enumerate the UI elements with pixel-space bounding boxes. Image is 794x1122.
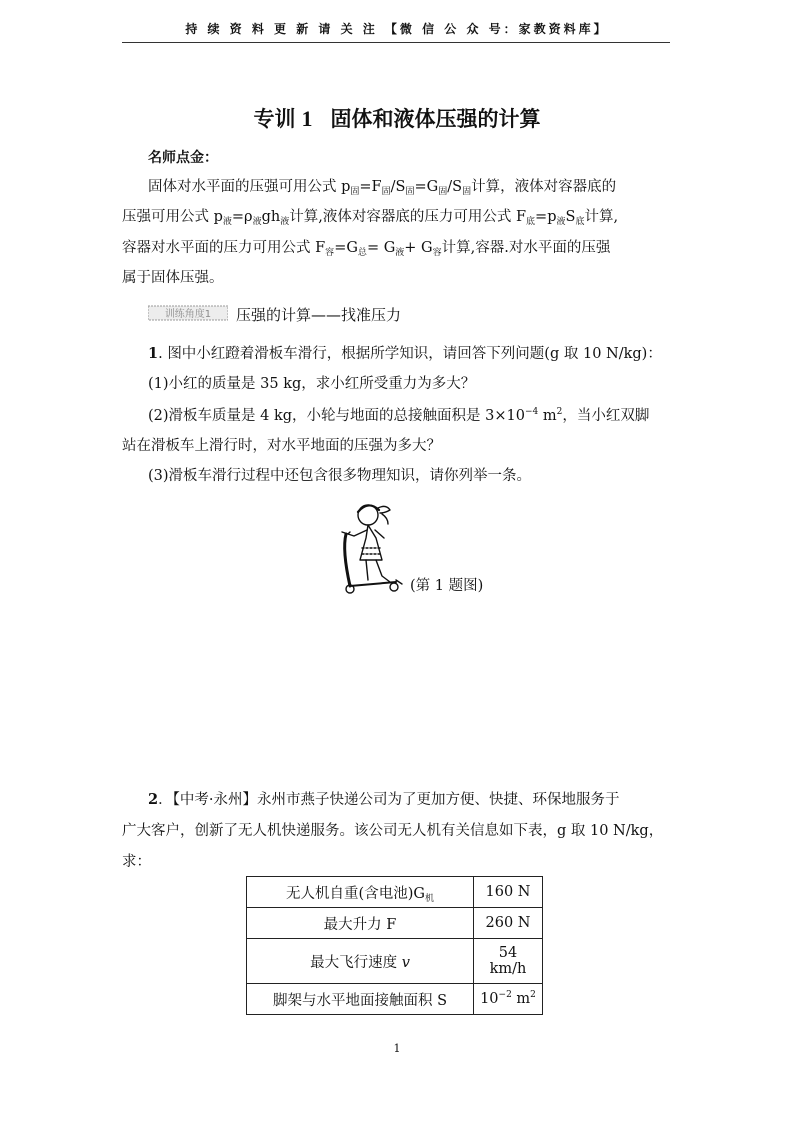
title-prefix: 专训 (253, 107, 296, 131)
table-row (247, 939, 543, 984)
tips-line-2: 压强可用公式 $p_液=\rho_液gh_液$计算,液体对容器底的压力可用公式 $F_底=p_液S_底$计算, (122, 209, 619, 227)
question-1-part-2: (2)滑板车质量是 4 kg，小轮与地面的总接触面积是 $3\times 10^{-4}$ $m^2$，当小红双脚 (148, 407, 650, 424)
question-2-line-2: 广大客户，创新了无人机快递服务。该公司无人机有关信息如下表，g 取 10 N/kg， (122, 823, 664, 839)
table-cell-value: 260 N (474, 908, 543, 939)
table-cell-value: 160 N (474, 877, 543, 908)
table-row (247, 877, 543, 908)
table-cell-key: 最大升力 F (247, 908, 474, 939)
tips-line-4: 属于固体压强。 (122, 270, 224, 286)
table-row (247, 984, 543, 1015)
question-1-part-2-cont: 站在滑板车上滑行时，对水平地面的压强为多大？ (122, 438, 441, 454)
question-2-line-1: 2．【中考·永州】永州市燕子快递公司为了更加方便、快捷、环保地服务于 (148, 791, 620, 808)
table-cell-key: 脚架与水平地面接触面积 S (247, 984, 474, 1015)
page-header: 持 续 资 料 更 新 请 关 注 【微 信 公 众 号：家教资料库】 (185, 22, 609, 36)
question-1-stem: 1. 图中小红蹬着滑板车滑行，根据所学知识，请回答下列问题(g 取 10 N/kg)： (148, 345, 662, 362)
drone-info-table (246, 876, 543, 1015)
header-divider (122, 42, 670, 43)
page-number: 1 (393, 1042, 401, 1055)
title-text: 固体和液体压强的计算 (330, 107, 541, 131)
table-cell-value: 54 km/h (474, 939, 543, 984)
tips-label: 名师点金： (148, 150, 218, 166)
title-number: 1 (301, 106, 313, 131)
tips-line-1: 固体对水平面的压强可用公式 $p_固=F_固/S_固=G_固/S_固$计算，液体对容器底的 (148, 179, 617, 197)
table-row (247, 908, 543, 939)
table-cell-key: 无人机自重(含电池)$G_机$ (247, 877, 474, 908)
section-badge-icon (148, 305, 228, 321)
figure-1-caption: (第 1 题图) (410, 578, 484, 594)
question-1-part-1: (1)小红的质量是 35 kg，求小红所受重力为多大？ (148, 376, 476, 392)
question-2-line-3: 求： (122, 854, 151, 870)
table-cell-value: $10^{-2}$ $m^2$ (474, 984, 543, 1015)
page-title (0, 103, 794, 133)
section-badge-text: 训练角度1 (164, 309, 212, 320)
girl-on-scooter-illustration (338, 498, 408, 598)
tips-line-3: 容器对水平面的压力可用公式 $F_容=G_总= G_液+ G_容$计算,容器.对水平面的压强 (122, 240, 611, 258)
table-cell-key: 最大飞行速度 v (247, 939, 474, 984)
section-title: 压强的计算——找准压力 (236, 306, 402, 324)
question-1-part-3: (3)滑板车滑行过程中还包含很多物理知识，请你列举一条。 (148, 468, 532, 484)
